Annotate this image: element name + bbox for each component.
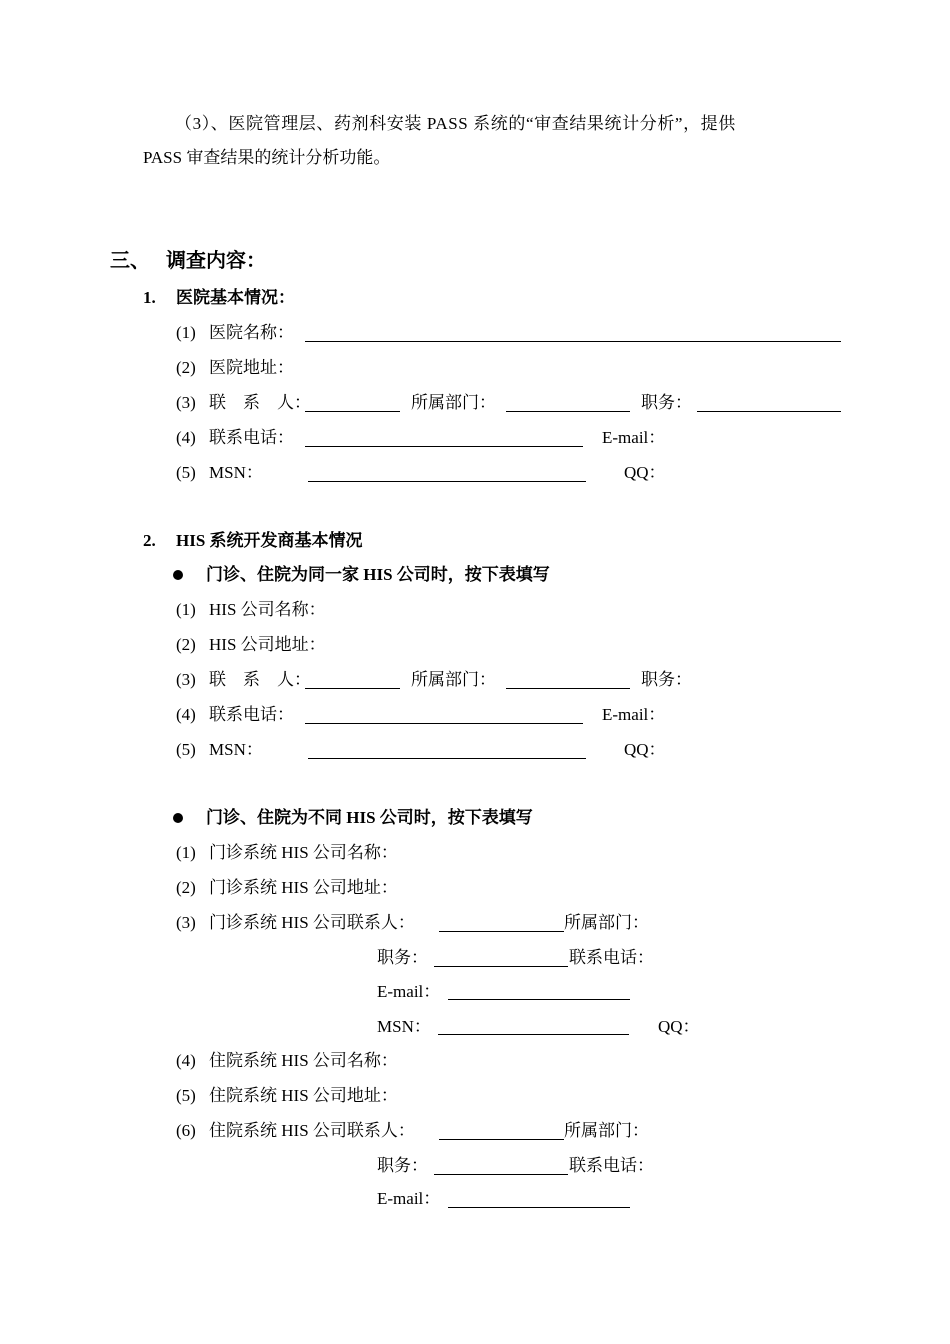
hospital-msn-label: MSN： (209, 463, 263, 482)
inpatient-dept-label: 所属部门： (564, 1121, 649, 1140)
item-number: (3) (176, 393, 196, 412)
hospital-phone-label: 联系电话： (209, 428, 294, 447)
hospital-heading: 医院基本情况： (176, 288, 295, 307)
intro-line-2: PASS 审查结果的统计分析功能。 (143, 148, 391, 167)
hospital-dept-label: 所属部门： (411, 393, 496, 412)
item-number: (2) (176, 635, 196, 654)
hospital-address-label: 医院地址： (209, 358, 294, 377)
his-msn-label: MSN： (209, 740, 263, 759)
inpatient-address-label: 住院系统 HIS 公司地址： (209, 1086, 398, 1105)
his-contact-label: 联 系 人： (209, 670, 311, 689)
hospital-contact-field[interactable] (305, 411, 400, 412)
hospital-dept-field[interactable] (506, 411, 630, 412)
hospital-position-field[interactable] (697, 411, 841, 412)
his-qq-label: QQ： (624, 740, 666, 759)
outpatient-position-field[interactable] (434, 966, 568, 967)
outpatient-email-label: E-mail： (377, 982, 441, 1001)
bullet-icon (173, 570, 183, 580)
item-number: (2) (176, 878, 196, 897)
item-number: (5) (176, 740, 196, 759)
section-title: 调查内容： (166, 250, 266, 272)
item-number: (3) (176, 670, 196, 689)
item-number: (1) (176, 600, 196, 619)
inpatient-email-field[interactable] (448, 1207, 630, 1208)
hospital-msn-field[interactable] (308, 481, 586, 482)
item-number: (4) (176, 1051, 196, 1070)
item-number: (3) (176, 913, 196, 932)
outpatient-name-label: 门诊系统 HIS 公司名称： (209, 843, 398, 862)
his-company-address-label: HIS 公司地址： (209, 635, 326, 654)
his-dept-field[interactable] (506, 688, 630, 689)
inpatient-position-label: 职务： (377, 1156, 428, 1175)
hospital-heading-number: 1. (143, 288, 156, 307)
his-phone-field[interactable] (305, 723, 583, 724)
his-contact-field[interactable] (305, 688, 400, 689)
hospital-name-label: 医院名称： (209, 323, 294, 342)
inpatient-phone-label: 联系电话： (569, 1156, 654, 1175)
same-company-title: 门诊、住院为同一家 HIS 公司时，按下表填写 (206, 565, 550, 584)
inpatient-name-label: 住院系统 HIS 公司名称： (209, 1051, 398, 1070)
his-company-name-label: HIS 公司名称： (209, 600, 326, 619)
hospital-qq-label: QQ： (624, 463, 666, 482)
inpatient-position-field[interactable] (434, 1174, 568, 1175)
his-email-label: E-mail： (602, 705, 666, 724)
inpatient-email-label: E-mail： (377, 1189, 441, 1208)
hospital-name-field[interactable] (305, 341, 841, 342)
his-heading-number: 2. (143, 531, 156, 550)
outpatient-email-field[interactable] (448, 999, 630, 1000)
outpatient-phone-label: 联系电话： (569, 948, 654, 967)
his-dept-label: 所属部门： (411, 670, 496, 689)
outpatient-msn-label: MSN： (377, 1017, 431, 1036)
hospital-phone-field[interactable] (305, 446, 583, 447)
inpatient-contact-label: 住院系统 HIS 公司联系人： (209, 1121, 415, 1140)
outpatient-position-label: 职务： (377, 948, 428, 967)
item-number: (6) (176, 1121, 196, 1140)
item-number: (1) (176, 323, 196, 342)
outpatient-contact-label: 门诊系统 HIS 公司联系人： (209, 913, 415, 932)
outpatient-msn-field[interactable] (438, 1034, 629, 1035)
outpatient-contact-field[interactable] (439, 931, 564, 932)
outpatient-dept-label: 所属部门： (564, 913, 649, 932)
hospital-contact-label: 联 系 人： (209, 393, 311, 412)
item-number: (4) (176, 428, 196, 447)
different-company-title: 门诊、住院为不同 HIS 公司时，按下表填写 (206, 808, 533, 827)
his-msn-field[interactable] (308, 758, 586, 759)
outpatient-address-label: 门诊系统 HIS 公司地址： (209, 878, 398, 897)
his-phone-label: 联系电话： (209, 705, 294, 724)
item-number: (4) (176, 705, 196, 724)
inpatient-contact-field[interactable] (439, 1139, 564, 1140)
hospital-position-label: 职务： (641, 393, 692, 412)
item-number: (1) (176, 843, 196, 862)
his-heading: HIS 系统开发商基本情况 (176, 531, 363, 550)
section-number: 三、 (110, 250, 150, 272)
outpatient-qq-label: QQ： (658, 1017, 700, 1036)
item-number: (5) (176, 1086, 196, 1105)
item-number: (5) (176, 463, 196, 482)
his-position-label: 职务： (641, 670, 692, 689)
item-number: (2) (176, 358, 196, 377)
hospital-email-label: E-mail： (602, 428, 666, 447)
intro-line-1: （3）、医院管理层、药剂科安装 PASS 系统的“审查结果统计分析”，提供 (175, 114, 736, 133)
bullet-icon (173, 813, 183, 823)
